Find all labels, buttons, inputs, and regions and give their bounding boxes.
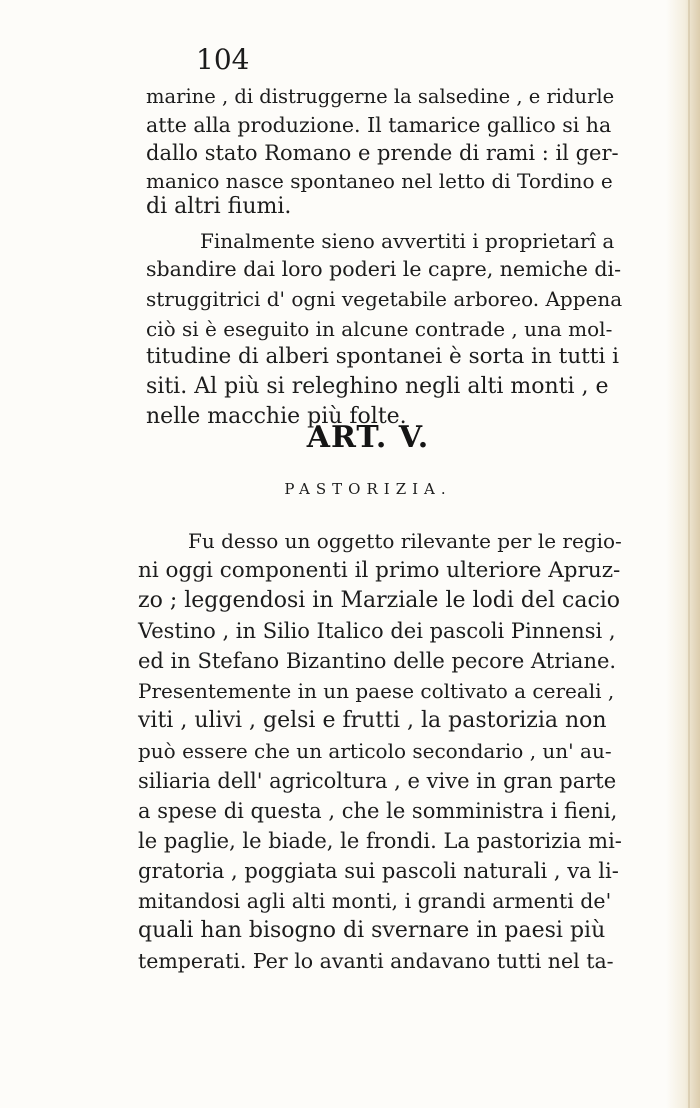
text-line: siliaria dell' agricoltura , e vive in gran parte [138, 769, 617, 793]
text-line: nelle macchie più folte. [146, 404, 407, 429]
text-line: siti. Al più si releghino negli alti monti , e [146, 374, 609, 399]
text-line: temperati. Per lo avanti andavano tutti nel ta- [138, 949, 614, 973]
text-line: ni oggi componenti il primo ulteriore Apruz- [138, 558, 621, 583]
text-line: gratoria , poggiata sui pascoli naturali , va li- [138, 859, 619, 883]
text-line: le paglie, le biade, le frondi. La pastorizia mi- [138, 829, 622, 853]
page-number: 104 [196, 43, 250, 76]
page-edge-line [688, 0, 690, 1108]
text-line: a spese di questa , che le somministra i fieni, [138, 799, 618, 823]
text-line: Finalmente sieno avvertiti i proprietarî a [200, 229, 615, 253]
text-line: sbandire dai loro poderi le capre, nemiche di- [146, 257, 622, 281]
text-line: mitandosi agli alti monti, i grandi armenti de' [138, 889, 612, 913]
text-line: viti , ulivi , gelsi e frutti , la pastorizia non [138, 708, 607, 733]
text-line: di altri fiumi. [146, 194, 292, 219]
text-line: ed in Stefano Bizantino delle pecore Atriane. [138, 649, 617, 673]
text-line: Vestino , in Silio Italico dei pascoli Pinnensi , [138, 619, 616, 643]
text-line: atte alla produzione. Il tamarice gallico si ha [146, 113, 612, 137]
text-line: manico nasce spontaneo nel letto di Tordino e [146, 169, 613, 193]
text-line: struggitrici d' ogni vegetabile arboreo. Appena [146, 287, 623, 311]
text-line: zo ; leggendosi in Marziale le lodi del cacio [138, 588, 621, 613]
text-line: può essere che un articolo secondario , un' au- [138, 739, 612, 763]
page-edge-shadow [666, 0, 700, 1108]
text-line: quali han bisogno di svernare in paesi più [138, 918, 606, 943]
text-line: Fu desso un oggetto rilevante per le regio- [188, 529, 622, 553]
article-heading: ART. V. [306, 420, 430, 455]
text-line: Presentemente in un paese coltivato a cereali , [138, 679, 615, 703]
text-line: titudine di alberi spontanei è sorta in tutti i [146, 344, 620, 369]
text-line: marine , di distruggerne la salsedine , e ridurle [146, 85, 615, 108]
text-line: dallo stato Romano e prende di rami : il ger- [146, 141, 619, 165]
article-subheading: PASTORIZIA. [284, 480, 452, 498]
text-line: ciò si è eseguito in alcune contrade , una mol- [146, 317, 613, 341]
